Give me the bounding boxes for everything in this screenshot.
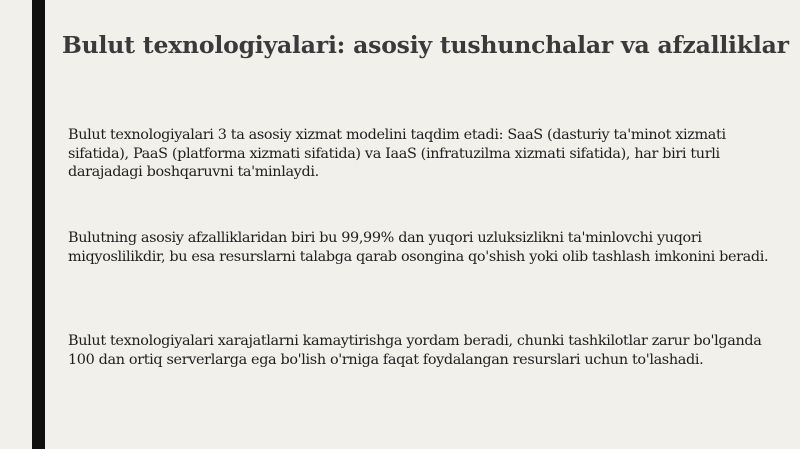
- accent-side-bar: [32, 0, 45, 449]
- paragraph-cost-reduction: Bulut texnologiyalari xarajatlarni kamaytirishga yordam beradi, chunki tashkilotlar zarur bo'lganda 100 dan ortiq serverlarga ega bo'lish o'rniga faqat foydalangan resurslari uchun to'lashadi.: [68, 333, 762, 368]
- paragraph-service-models: Bulut texnologiyalari 3 ta asosiy xizmat modelini taqdim etadi: SaaS (dasturiy ta'minot xizmati sifatida), PaaS (platforma xizmati sifatida) va IaaS (infratuzilma xizmati sifatida), har biri turli darajadagi boshqaruvni ta'minlaydi.: [68, 127, 726, 180]
- paragraph-scalability: Bulutning asosiy afzalliklaridan biri bu 99,99% dan yuqori uzluksizlikni ta'minlovchi yuqori miqyoslilikdir, bu esa resurslarni talabga qarab osongina qo'shish yoki olib tashlash imkonini beradi.: [68, 230, 769, 265]
- slide-title: Bulut texnologiyalari: asosiy tushunchalar va afzalliklar: [62, 31, 789, 59]
